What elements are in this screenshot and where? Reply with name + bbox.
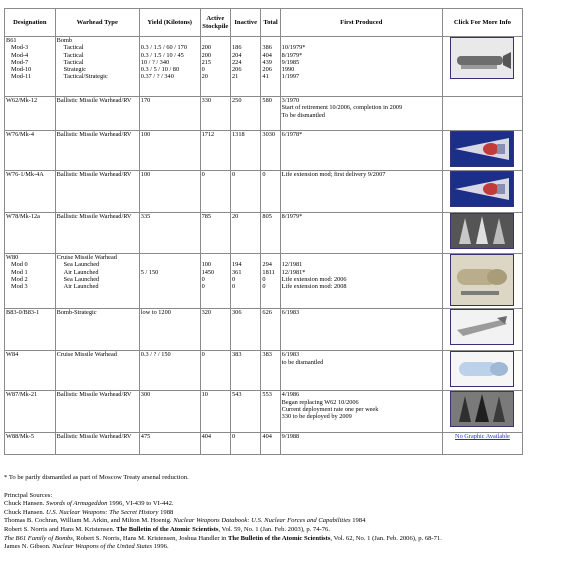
source-post2: , Robert S. Norris, Hans M. Kristensen, Joshua Handler in [72, 534, 228, 542]
warhead-type-cell [55, 309, 139, 351]
first-line: 12/1981 [281, 261, 303, 269]
active-cell [200, 433, 230, 455]
active-line: 1450 [201, 268, 215, 276]
inactive-cell [231, 351, 261, 391]
col-inactive: Inactive [231, 9, 261, 37]
total-line: 386 [262, 44, 272, 52]
type-line: Sea Launched [63, 261, 100, 269]
warhead-type-cell [55, 131, 139, 171]
inactive-line: 0 [232, 275, 236, 283]
yield-line [141, 254, 199, 261]
first-line: 4/1986 [281, 391, 300, 399]
designation-line: B61 [6, 37, 17, 44]
type-line: Tactical [63, 44, 84, 52]
total-line [262, 254, 278, 261]
no-graphic-link[interactable]: No Graphic Available [455, 433, 510, 441]
first-line [282, 254, 441, 261]
type-line: Bomb-Strategic [56, 309, 97, 317]
first-line: 8/1979* [281, 213, 303, 220]
total-cell [261, 254, 280, 309]
active-line: 10 [201, 391, 208, 399]
warhead-type-cell [55, 37, 139, 97]
designation-line: W76/Mk-4 [6, 131, 34, 138]
yield-line [141, 37, 199, 44]
source-pre: Chuck Hansen. [4, 508, 46, 516]
designation-line: W78/Mk-12a [6, 213, 40, 220]
designation-cell [5, 97, 56, 131]
inactive-cell [231, 171, 261, 213]
designation-line: W76-1/Mk-4A [6, 171, 44, 178]
active-line: 0 [201, 275, 205, 283]
total-line: 553 [262, 391, 272, 399]
designation-cell [5, 309, 56, 351]
active-line [202, 254, 229, 261]
inactive-line [232, 254, 259, 261]
total-cell [261, 171, 280, 213]
total-line [262, 37, 278, 44]
more-info-cell [442, 213, 522, 254]
col-designation: Designation [5, 9, 56, 37]
first-line: 10/1979* [281, 44, 306, 52]
first-line: 3/1970 [281, 97, 300, 104]
table-row [5, 97, 523, 131]
yield-line: 170 [140, 97, 151, 104]
yield-line: low to 1200 [140, 309, 171, 317]
source-post: , Vol. 59, No. 1 (Jan. Feb. 2003), p. 74-76. [218, 525, 330, 533]
active-line: 100 [201, 261, 212, 269]
source-entry [4, 526, 556, 535]
inactive-cell [231, 97, 261, 131]
yield-cell [139, 131, 200, 171]
w80-warhead-photo[interactable] [450, 254, 514, 306]
col-yield: Yield (Kilotons) [139, 9, 200, 37]
first-line: Current deployment rate one per week [281, 405, 379, 413]
total-cell [261, 433, 280, 455]
w76-reentry-vehicle-photo[interactable] [450, 131, 514, 167]
first-produced-cell [280, 433, 442, 455]
first-produced-cell [280, 97, 442, 131]
inactive-cell [231, 391, 261, 433]
designation-line: B83-0/B83-1 [6, 309, 40, 317]
source-it: Nuclear Weapons Databook: U.S. Nuclear Forces and Capabilities [173, 517, 351, 525]
total-cell [261, 37, 280, 97]
type-line: Tactical [63, 58, 84, 66]
total-line: 0 [262, 275, 266, 283]
designation-line: Mod 0 [11, 261, 28, 269]
table-row [5, 131, 523, 171]
active-cell [200, 97, 230, 131]
yield-cell [139, 37, 200, 97]
designation-cell [5, 37, 56, 97]
w87-mk21-photo[interactable] [450, 391, 514, 427]
designation-line: W84 [6, 351, 19, 359]
yield-line: 0.3 / 1.5 / 10 / 45 [140, 51, 184, 59]
type-line: Ballistic Missile Warhead/RV [56, 131, 132, 138]
header-row [5, 9, 523, 37]
active-cell [200, 171, 230, 213]
more-info-cell [442, 433, 522, 455]
more-info-cell [442, 37, 522, 97]
total-line: 404 [262, 51, 272, 59]
type-line: Ballistic Missile Warhead/RV [56, 97, 132, 104]
yield-line: 10 / ? / 340 [140, 58, 170, 66]
yield-line: 0.3 / 5 / 10 / 80 [140, 66, 180, 74]
inactive-line: 0 [232, 171, 236, 178]
type-line: Air Launched [63, 283, 99, 291]
active-line: 404 [201, 433, 212, 441]
first-line: 6/1983 [281, 351, 300, 359]
sources-heading: Principal Sources: [4, 491, 53, 499]
w78-mirv-bus-photo[interactable] [450, 213, 514, 249]
warhead-type-cell [55, 213, 139, 254]
col-first-produced: First Produced [280, 9, 442, 37]
first-line [282, 37, 441, 44]
inactive-line: 361 [232, 268, 242, 276]
table-row [5, 433, 523, 455]
type-line: Ballistic Missile Warhead/RV [56, 391, 132, 399]
active-cell [200, 254, 230, 309]
type-line: Air Launched [63, 268, 99, 276]
total-line: 1811 [262, 268, 275, 276]
type-line: Cruise Missile Warhead [56, 254, 117, 261]
first-line: 1/1997 [281, 73, 300, 81]
table-row [5, 351, 523, 391]
first-line: to be dismantled [281, 358, 324, 366]
active-line: 20 [201, 73, 208, 81]
total-cell [261, 131, 280, 171]
designation-line: Mod-10 [11, 66, 32, 74]
first-produced-cell [280, 351, 442, 391]
source-it: Nuclear Weapons of the United States [52, 543, 153, 551]
first-line: Began replacing W62 10/2006 [281, 398, 359, 406]
warhead-type-cell [55, 433, 139, 455]
col-active-stockpile: Active Stockpile [200, 9, 230, 37]
active-line: 0 [201, 66, 205, 74]
first-line: 1990 [281, 66, 295, 74]
total-line: 0 [262, 171, 266, 178]
designation-line: Mod 1 [11, 268, 28, 276]
active-line: 200 [201, 51, 212, 59]
total-line: 206 [262, 66, 272, 74]
first-line: 9/1988 [281, 433, 300, 441]
source-it: Swords of Armageddon [45, 500, 108, 508]
yield-line [141, 261, 199, 268]
more-info-cell [442, 254, 522, 309]
yield-line: 0.3 / 1.5 / 60 / 170 [140, 44, 187, 52]
notes-section [4, 474, 556, 552]
type-line: Tactical [63, 51, 84, 59]
source-entry [4, 517, 556, 526]
type-line: Tactical/Strategic [63, 73, 108, 81]
inactive-cell [231, 37, 261, 97]
inactive-line: 0 [232, 433, 236, 441]
designation-line: W87/Mk-21 [6, 391, 38, 399]
total-cell [261, 351, 280, 391]
first-line: 12/1981* [281, 268, 306, 276]
inactive-line: 250 [232, 97, 242, 104]
w76-1-reentry-vehicle-photo[interactable] [450, 171, 514, 207]
source-bold: The Bulletin of the Atomic Scientists [116, 525, 219, 533]
source-pre: Robert S. Norris and Hans M. Kristensen. [4, 525, 117, 533]
active-cell [200, 131, 230, 171]
designation-line: Mod-4 [11, 51, 29, 59]
designation-cell [5, 254, 56, 309]
active-cell [200, 213, 230, 254]
designation-line: Mod 2 [11, 275, 28, 283]
inactive-line: 21 [232, 73, 239, 81]
inactive-line: 194 [232, 261, 242, 269]
first-produced-cell [280, 171, 442, 213]
yield-line: 475 [140, 433, 151, 441]
yield-cell [139, 309, 200, 351]
source-pre: Thomas B. Cochran, William M. Arkin, and Milton M. Hoenig. [4, 517, 174, 525]
type-line: Ballistic Missile Warhead/RV [56, 433, 132, 441]
table-row [5, 254, 523, 309]
total-line: 3030 [262, 131, 276, 138]
first-produced-cell [280, 131, 442, 171]
source-entry [4, 535, 556, 544]
designation-line: W88/Mk-5 [6, 433, 34, 441]
col-warhead-type: Warhead Type [55, 9, 139, 37]
warhead-type-cell [55, 351, 139, 391]
active-line: 1712 [201, 131, 215, 138]
yield-cell [139, 391, 200, 433]
b83-bomb-photo[interactable] [450, 309, 514, 345]
inactive-cell [231, 309, 261, 351]
first-produced-cell [280, 391, 442, 433]
active-cell [200, 309, 230, 351]
table-row [5, 37, 523, 97]
table-row [5, 213, 523, 254]
total-line: 0 [262, 283, 266, 291]
active-cell [200, 351, 230, 391]
yield-line: 300 [140, 391, 151, 399]
table-row [5, 391, 523, 433]
more-info-cell [442, 131, 522, 171]
yield-line: 0.3 / ? / 150 [140, 351, 171, 359]
designation-cell [5, 433, 56, 455]
source-post: 1984 [350, 517, 366, 525]
yield-line: 5 / 150 [140, 268, 159, 276]
total-cell [261, 213, 280, 254]
col-more-info: Click For More Info [442, 9, 522, 37]
inactive-line: 224 [232, 58, 242, 66]
inactive-cell [231, 254, 261, 309]
more-info-cell [442, 351, 522, 391]
source-entry [4, 500, 556, 509]
total-line: 626 [262, 309, 272, 317]
source-post: , Vol. 62, No. 1 (Jan. Feb. 2006), p. 68-71. [330, 534, 442, 542]
arsenal-table [4, 8, 523, 455]
inactive-line: 543 [232, 391, 242, 399]
active-line: 0 [201, 351, 205, 359]
source-post: 1996, VI-439 to VI-442. [107, 500, 174, 508]
active-cell [200, 391, 230, 433]
yield-line: 100 [140, 171, 151, 178]
active-line: 0 [201, 283, 205, 291]
yield-cell [139, 433, 200, 455]
designation-line: Mod 3 [11, 283, 28, 291]
yield-cell [139, 171, 200, 213]
more-info-cell [442, 309, 522, 351]
yield-line: 100 [140, 131, 151, 138]
total-line: 383 [262, 351, 272, 359]
source-it: U.S. Nuclear Weapons: The Secret History [45, 508, 159, 516]
designation-cell [5, 171, 56, 213]
total-cell [261, 309, 280, 351]
type-line: Cruise Missile Warhead [56, 351, 117, 359]
warhead-type-cell [55, 254, 139, 309]
yield-cell [139, 351, 200, 391]
designation-line: Mod-7 [11, 58, 29, 66]
total-cell [261, 391, 280, 433]
active-line: 785 [201, 213, 212, 220]
warhead-type-cell [55, 391, 139, 433]
total-line: 580 [262, 97, 272, 104]
first-line: 6/1978* [281, 131, 303, 138]
first-line: Start of retirement 10/2006, completion in 2009 [281, 104, 403, 112]
inactive-line: 186 [232, 44, 242, 52]
designation-line: W80 [6, 254, 19, 261]
inactive-line: 206 [232, 66, 242, 74]
total-line: 404 [262, 433, 272, 441]
yield-line: 335 [140, 213, 151, 220]
first-line: Life extension mod: 2006 [281, 275, 347, 283]
first-line: Life extension mod; first delivery 9/2007 [281, 171, 386, 178]
total-line: 439 [262, 58, 272, 66]
designation-line: Mod-3 [11, 44, 29, 52]
active-line: 320 [201, 309, 212, 317]
inactive-line: 1318 [232, 131, 245, 138]
total-line: 294 [262, 261, 272, 269]
type-line: Bomb [56, 37, 73, 44]
yield-cell [139, 97, 200, 131]
w84-warhead-photo[interactable] [450, 351, 514, 387]
source-entry [4, 509, 556, 518]
yield-line [141, 276, 199, 283]
first-produced-cell [280, 213, 442, 254]
type-line: Ballistic Missile Warhead/RV [56, 213, 132, 220]
type-line: Sea Launched [63, 275, 100, 283]
sources-list [4, 500, 556, 552]
source-post: 1988 [158, 508, 174, 516]
designation-cell [5, 213, 56, 254]
source-pre: Chuck Hansen. [4, 500, 46, 508]
table-row [5, 309, 523, 351]
first-produced-cell [280, 309, 442, 351]
active-line [202, 37, 229, 44]
total-line: 41 [262, 73, 269, 81]
designation-line: W62/Mk-12 [6, 97, 38, 104]
arsenal-table-container [4, 8, 523, 455]
active-cell [200, 37, 230, 97]
inactive-line: 383 [232, 351, 242, 359]
col-total: Total [261, 9, 280, 37]
yield-line: 0.37 / ? / 340 [140, 73, 174, 81]
inactive-line: 20 [232, 213, 239, 220]
inactive-cell [231, 213, 261, 254]
inactive-line [232, 37, 259, 44]
designation-cell [5, 351, 56, 391]
inactive-line: 204 [232, 51, 242, 59]
inactive-cell [231, 433, 261, 455]
designation-cell [5, 131, 56, 171]
table-row [5, 171, 523, 213]
type-line: Ballistic Missile Warhead/RV [56, 171, 132, 178]
footnote: * To be partly dismantled as part of Moscow Treaty arsenal reduction. [4, 474, 189, 481]
first-line: 330 to be deployed by 2009 [281, 413, 352, 421]
source-it: The B61 Family of Bombs [4, 534, 73, 542]
active-line: 0 [201, 171, 205, 178]
yield-cell [139, 213, 200, 254]
first-line: 8/1979* [281, 51, 303, 59]
first-produced-cell [280, 37, 442, 97]
active-line: 215 [201, 58, 212, 66]
first-line: 6/1983 [281, 309, 300, 317]
type-line: Strategic [63, 66, 87, 74]
more-info-cell [442, 97, 522, 131]
inactive-cell [231, 131, 261, 171]
yield-cell [139, 254, 200, 309]
source-entry [4, 543, 556, 552]
inactive-line: 306 [232, 309, 242, 317]
warhead-type-cell [55, 97, 139, 131]
more-info-cell [442, 391, 522, 433]
designation-line: Mod-11 [11, 73, 32, 81]
first-line: To be dismantled [281, 111, 325, 119]
b61-bomb-photo[interactable] [450, 37, 514, 79]
active-line: 200 [201, 44, 212, 52]
warhead-type-cell [55, 171, 139, 213]
total-cell [261, 97, 280, 131]
first-line: Life extension mod: 2008 [281, 283, 347, 291]
total-line: 805 [262, 213, 272, 220]
source-post: 1996. [152, 543, 169, 551]
source-pre: James N. Gibson. [4, 543, 53, 551]
source-bold: The Bulletin of the Atomic Scientists [228, 534, 331, 542]
first-line: 9/1985 [281, 58, 300, 66]
yield-line [141, 283, 199, 290]
more-info-cell [442, 171, 522, 213]
active-line: 330 [201, 97, 212, 104]
first-produced-cell [280, 254, 442, 309]
inactive-line: 0 [232, 283, 236, 291]
designation-cell [5, 391, 56, 433]
